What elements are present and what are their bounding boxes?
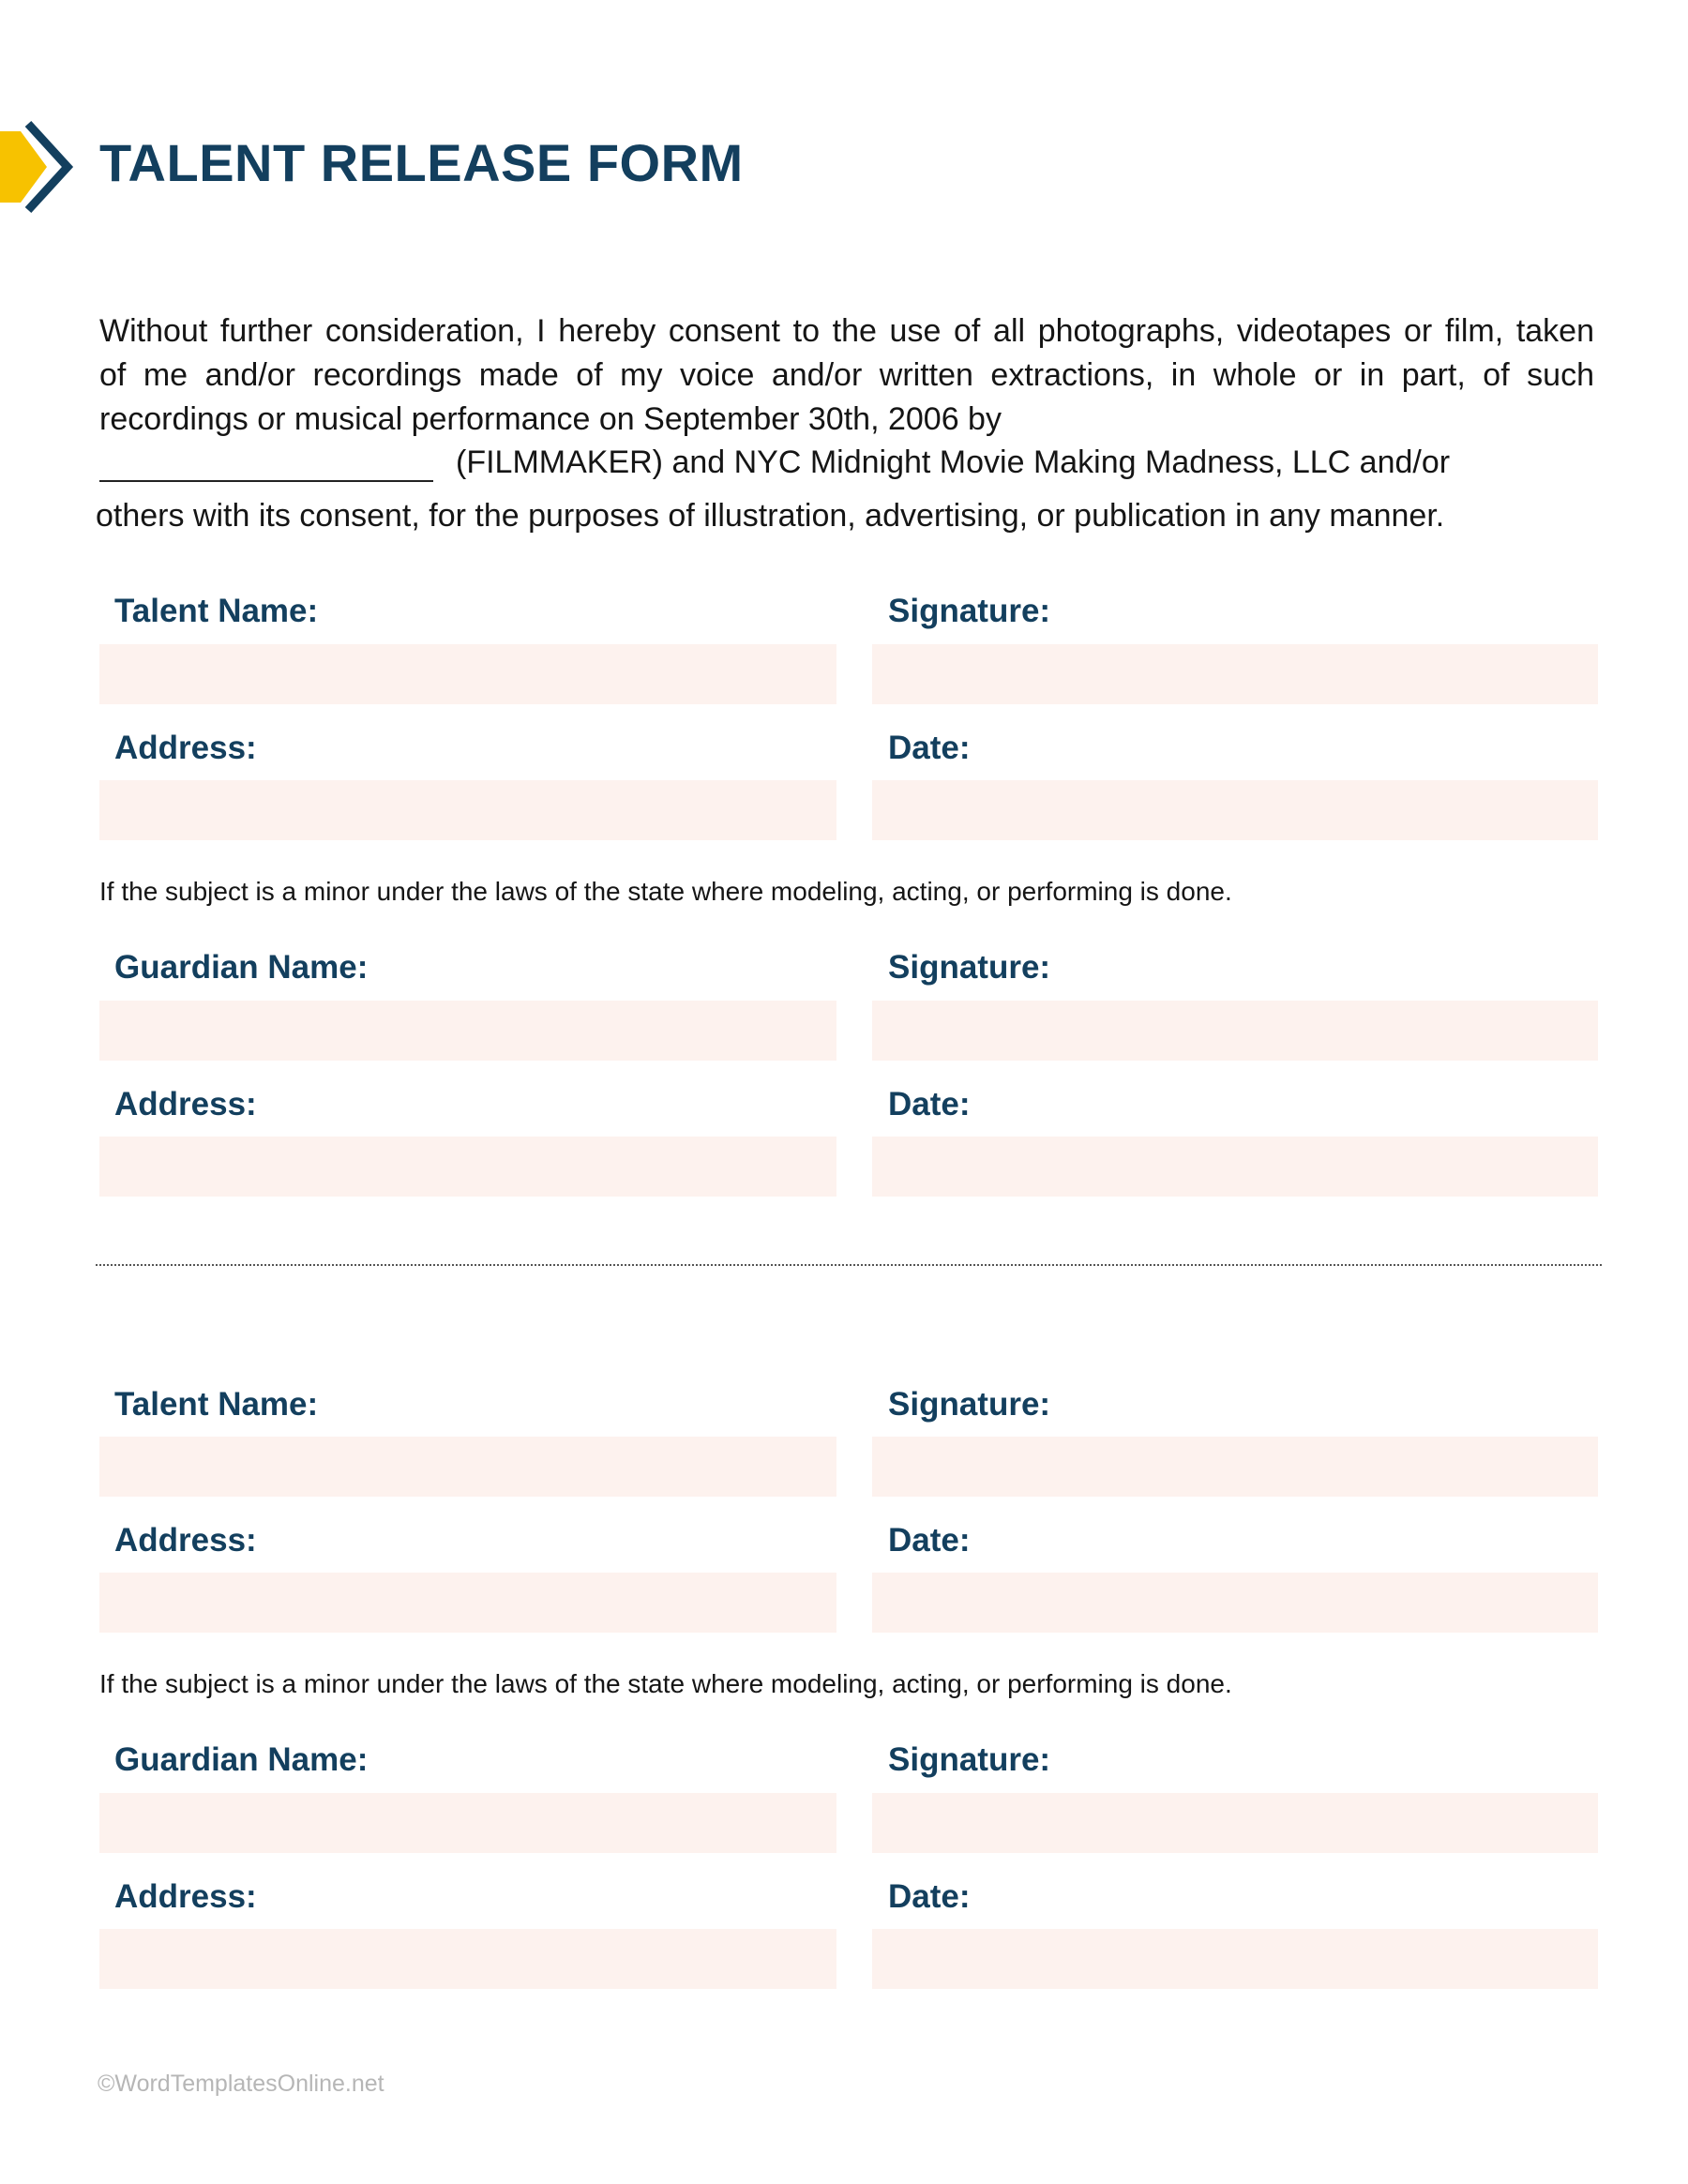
guardian-address-label: Address: — [114, 1878, 257, 1915]
date-label: Date: — [888, 730, 971, 766]
date-field[interactable] — [872, 780, 1598, 840]
copyright-footer: ©WordTemplatesOnline.net — [98, 2071, 384, 2097]
guardian-address-field[interactable] — [99, 1929, 836, 1989]
minor-note: If the subject is a minor under the laws of the state where modeling, acting, or performing is done. — [99, 877, 1232, 906]
chevron-arrow-icon — [0, 120, 84, 214]
address-field[interactable] — [99, 1573, 836, 1633]
consent-line: others with its consent, for the purposes of illustration, advertising, or publication in any manner. — [96, 498, 1445, 534]
guardian-name-field[interactable] — [99, 1001, 836, 1061]
consent-paragraph — [99, 309, 1594, 442]
talent-name-label: Talent Name: — [114, 1386, 319, 1423]
guardian-signature-field[interactable] — [872, 1001, 1598, 1061]
consent-line-last — [96, 494, 1590, 538]
date-label: Date: — [888, 1522, 971, 1559]
signature-label: Signature: — [888, 1386, 1051, 1423]
guardian-date-label: Date: — [888, 1086, 971, 1122]
signature-field[interactable] — [872, 1437, 1598, 1497]
signature-field[interactable] — [872, 644, 1598, 704]
guardian-address-field[interactable] — [99, 1137, 836, 1197]
talent-name-field[interactable] — [99, 1437, 836, 1497]
address-label: Address: — [114, 730, 257, 766]
guardian-signature-label: Signature: — [888, 1741, 1051, 1778]
address-field[interactable] — [99, 780, 836, 840]
guardian-date-field[interactable] — [872, 1929, 1598, 1989]
dotted-divider — [96, 1264, 1602, 1266]
address-label: Address: — [114, 1522, 257, 1559]
guardian-signature-field[interactable] — [872, 1793, 1598, 1853]
minor-note: If the subject is a minor under the laws of the state where modeling, acting, or performing is done. — [99, 1669, 1232, 1698]
talent-name-field[interactable] — [99, 644, 836, 704]
guardian-address-label: Address: — [114, 1086, 257, 1122]
consent-line: of me and/or recordings made of my voice and/or written extractions, in whole or in part, of such — [99, 357, 1594, 393]
filmmaker-blank-field[interactable] — [99, 443, 433, 482]
filmmaker-line — [99, 441, 1600, 485]
guardian-date-field[interactable] — [872, 1137, 1598, 1197]
page-title: TALENT RELEASE FORM — [99, 133, 744, 192]
consent-line: (FILMMAKER) and NYC Midnight Movie Making Madness, LLC and/or — [456, 444, 1451, 480]
guardian-signature-label: Signature: — [888, 949, 1051, 986]
consent-line: recordings or musical performance on September 30th, 2006 by — [99, 401, 1002, 437]
guardian-name-label: Guardian Name: — [114, 1741, 369, 1778]
guardian-date-label: Date: — [888, 1878, 971, 1915]
guardian-name-field[interactable] — [99, 1793, 836, 1853]
guardian-name-label: Guardian Name: — [114, 949, 369, 986]
date-field[interactable] — [872, 1573, 1598, 1633]
talent-name-label: Talent Name: — [114, 593, 319, 629]
signature-label: Signature: — [888, 593, 1051, 629]
consent-line: Without further consideration, I hereby consent to the use of all photographs, videotapes or film, taken — [99, 313, 1594, 349]
